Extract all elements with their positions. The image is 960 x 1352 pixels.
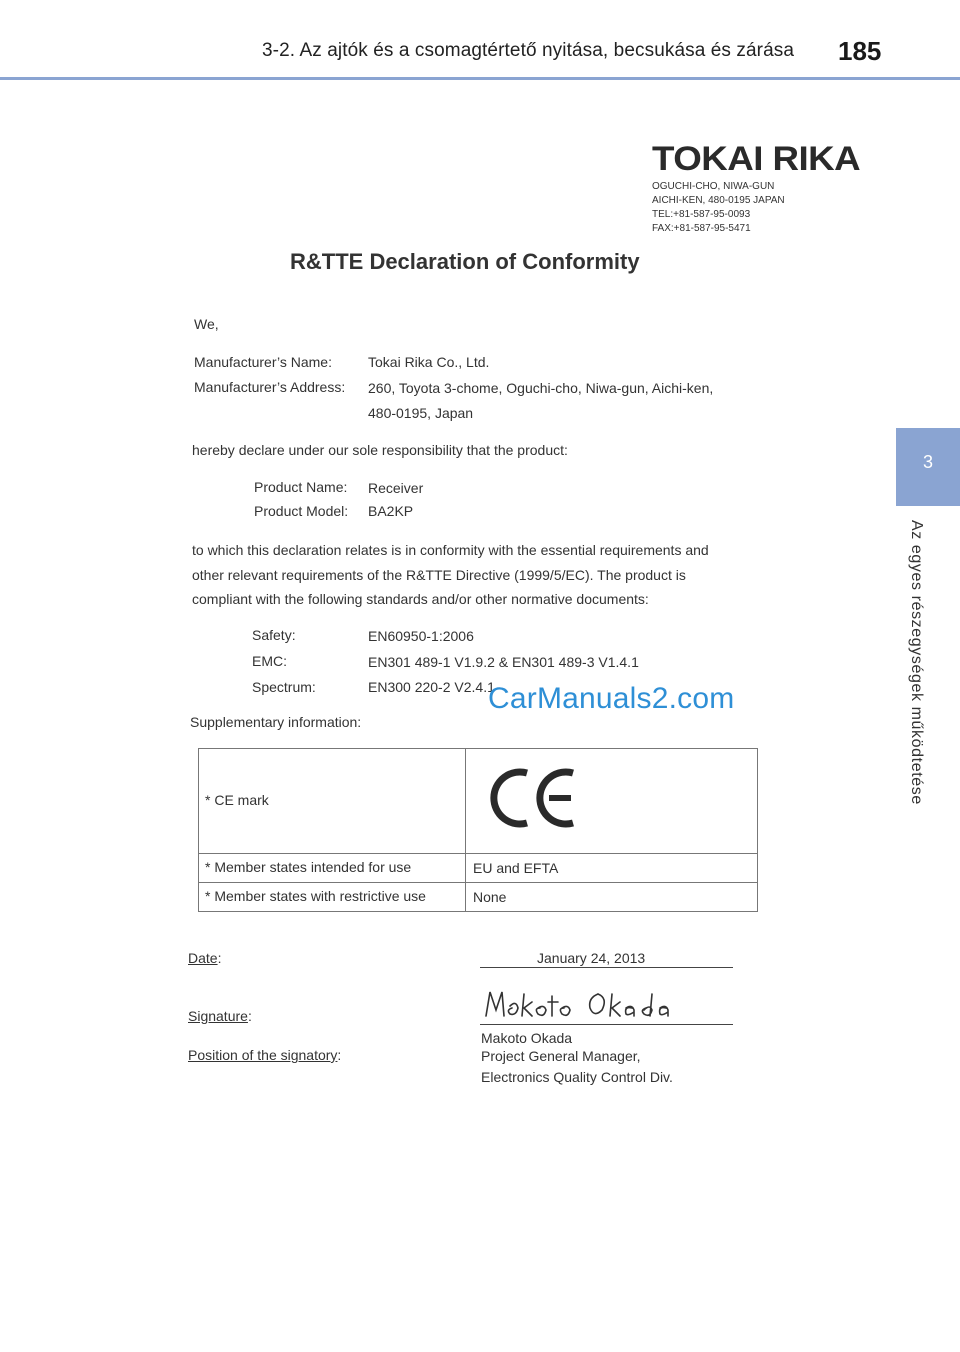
table-divider: [199, 882, 757, 883]
declaration-statement: hereby declare under our sole responsibility that the product:: [192, 442, 568, 458]
document-title: R&TTE Declaration of Conformity: [290, 249, 640, 274]
table-divider: [465, 749, 466, 911]
standard-label: EMC:: [252, 653, 287, 669]
manufacturer-address-line: 480-0195, Japan: [368, 405, 474, 421]
position-label-group: [188, 1047, 341, 1063]
position-label: Position of the signatory: [188, 1047, 338, 1063]
manufacturer-name-label: Manufacturer’s Name:: [194, 354, 332, 370]
table-divider: [199, 853, 757, 854]
date-label: Date: [188, 950, 218, 966]
colon: :: [247, 1008, 252, 1024]
conformity-text: other relevant requirements of the R&TTE Directive (1999/5/EC). The product is: [192, 567, 686, 583]
address-line: FAX:+81-587-95-5471: [652, 223, 751, 234]
address-line: AICHI-KEN, 480-0195 JAPAN: [652, 195, 785, 206]
colon: :: [337, 1047, 342, 1063]
section-title: 3-2. Az ajtók és a csomagtértető nyitása, becsukása és zárása: [262, 40, 795, 61]
date-line: [480, 967, 733, 968]
manufacturer-address-line: 260, Toyota 3-chome, Oguchi-cho, Niwa-gun, Aichi-ken,: [368, 380, 714, 396]
we-text: We,: [194, 316, 219, 332]
chapter-tab: [896, 428, 960, 506]
standard-value: EN60950-1:2006: [368, 628, 474, 644]
colon: :: [217, 950, 222, 966]
table-cell: * Member states intended for use: [205, 859, 412, 875]
address-line: OGUCHI-CHO, NIWA-GUN: [652, 181, 775, 192]
address-line: TEL:+81-587-95-0093: [652, 209, 751, 220]
conformity-text: compliant with the following standards and/or other normative documents:: [192, 591, 649, 607]
product-model-label: Product Model:: [254, 503, 349, 519]
supplementary-table: [198, 748, 758, 912]
position-line: Project General Manager,: [481, 1048, 641, 1064]
standard-label: Safety:: [252, 627, 296, 643]
signature-line: [480, 1024, 733, 1025]
signature-label-group: [188, 1008, 252, 1024]
table-cell: EU and EFTA: [473, 860, 559, 876]
position-line: Electronics Quality Control Div.: [481, 1069, 673, 1085]
date-label-group: [188, 950, 221, 966]
chapter-label: Az egyes részegységek működtetése: [908, 520, 925, 805]
company-logo: TOKAI RIKA: [652, 140, 861, 178]
signature-label: Signature: [188, 1008, 248, 1024]
company-address: [652, 180, 785, 236]
product-name: Receiver: [368, 480, 424, 496]
date-value: January 24, 2013: [537, 950, 646, 966]
supplementary-label: Supplementary information:: [190, 714, 362, 730]
watermark: CarManuals2.com: [488, 682, 735, 715]
page-number: 185: [838, 36, 882, 66]
product-model: BA2KP: [368, 503, 414, 519]
table-cell: * Member states with restrictive use: [205, 888, 426, 904]
standard-label: Spectrum:: [252, 679, 316, 695]
table-cell: None: [473, 889, 507, 905]
manufacturer-name: Tokai Rika Co., Ltd.: [368, 354, 490, 370]
manufacturer-address-label: Manufacturer’s Address:: [194, 379, 346, 395]
signatory-name: Makoto Okada: [481, 1030, 573, 1046]
ce-mark-icon: [487, 765, 581, 831]
table-cell: * CE mark: [205, 792, 269, 808]
handwritten-signature: [480, 986, 680, 1024]
standard-value: EN301 489-1 V1.9.2 & EN301 489-3 V1.4.1: [368, 654, 639, 670]
conformity-text: to which this declaration relates is in conformity with the essential requirements and: [192, 542, 709, 558]
standard-value: EN300 220-2 V2.4.1: [368, 679, 495, 695]
product-name-label: Product Name:: [254, 479, 348, 495]
chapter-number: 3: [922, 452, 933, 472]
